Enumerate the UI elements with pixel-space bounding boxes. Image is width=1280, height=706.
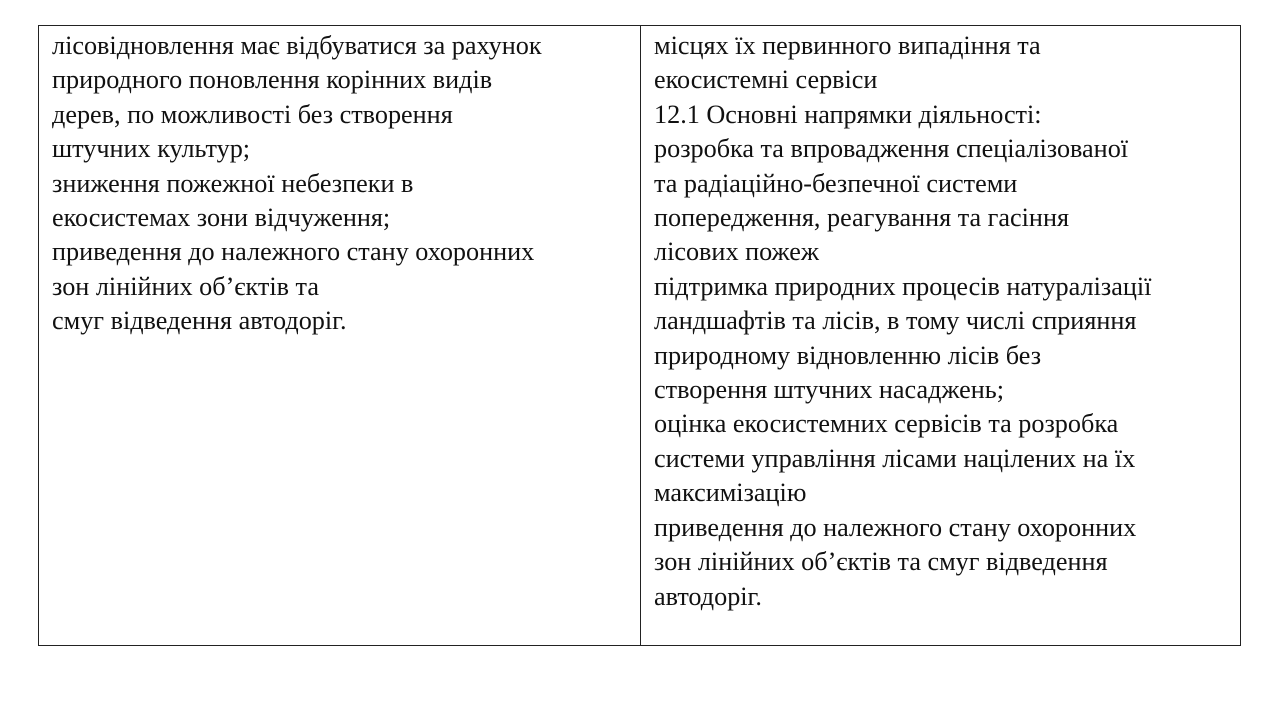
table-cell-text-line: попередження, реагування та гасіння — [654, 203, 1070, 233]
table-cell-text-line: природному відновленню лісів без — [654, 340, 1042, 370]
table-cell-text-line: зон лінійних об’єктів та — [52, 271, 319, 301]
table-cell-text-line: автодоріг. — [654, 581, 762, 611]
table-cell-left — [39, 26, 641, 645]
table-cell-text-line: екосистемах зони відчуження; — [52, 203, 391, 233]
table-cell-text-line: смуг відведення автодоріг. — [52, 306, 347, 336]
table-cell-text-line: створення штучних насаджень; — [654, 375, 1005, 405]
table-cell-text-line: дерев, по можливості без створення — [52, 99, 453, 129]
table-cell-text-line: розробка та впровадження спеціалізованої — [654, 134, 1129, 164]
table-cell-text-line: ландшафтів та лісів, в тому числі сприяння — [654, 306, 1137, 336]
table-cell-right — [641, 26, 1240, 645]
table-cell-text-line: природного поновлення корінних видів — [52, 65, 493, 95]
table-cell-text-line: штучних культур; — [52, 134, 251, 164]
table-cell-text-line: місцях їх первинного випадіння та — [654, 31, 1041, 60]
document-table — [38, 25, 1241, 646]
table-cell-text-line: приведення до належного стану охоронних — [654, 512, 1137, 542]
table-cell-text-line: системи управління лісами націлених на їх — [654, 443, 1136, 473]
table-cell-text-line: лісових пожеж — [654, 237, 820, 267]
table-cell-text-line: екосистемні сервіси — [654, 65, 878, 95]
table-cell-text-line: зон лінійних об’єктів та смуг відведення — [654, 547, 1108, 577]
table-cell-text-line: та радіаційно-безпечної системи — [654, 168, 1018, 198]
table-cell-text-line: підтримка природних процесів натуралізації — [654, 271, 1152, 301]
table-cell-text-line: зниження пожежної небезпеки в — [52, 168, 414, 198]
table-cell-text-line: приведення до належного стану охоронних — [52, 237, 535, 267]
table-cell-text-line: максимізацію — [654, 478, 807, 508]
table-cell-text-line: 12.1 Основні напрямки діяльності: — [654, 99, 1042, 129]
table-cell-text-line: лісовідновлення має відбуватися за рахунок — [52, 31, 542, 60]
table-cell-text-line: оцінка екосистемних сервісів та розробка — [654, 409, 1119, 439]
